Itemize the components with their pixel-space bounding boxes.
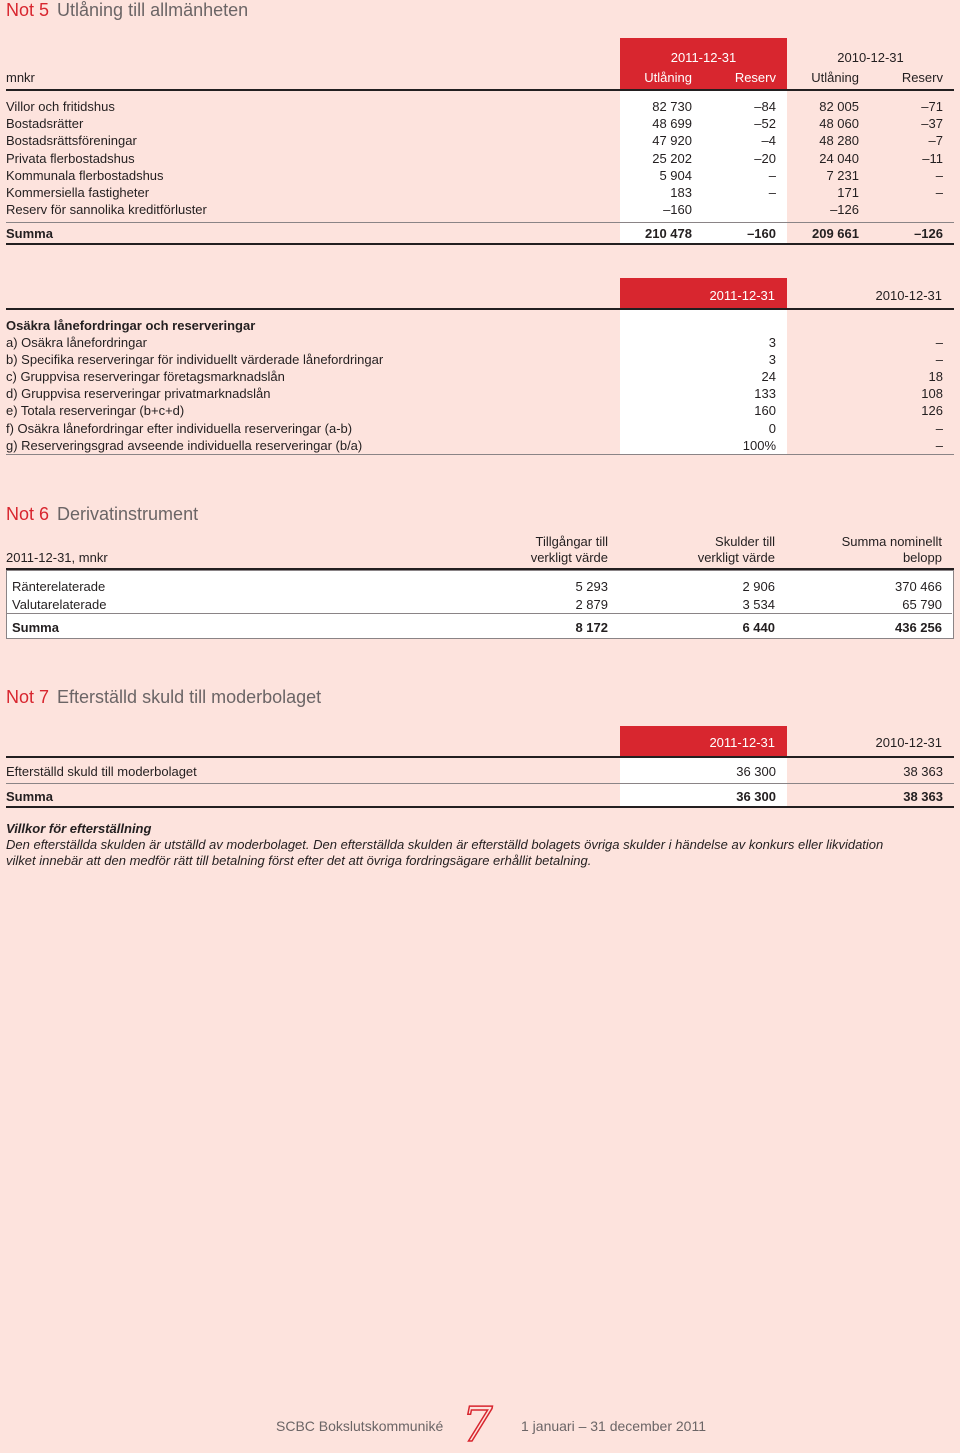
divider xyxy=(6,222,954,223)
row-label: Kommunala flerbostadshus xyxy=(6,167,164,183)
reserves-row xyxy=(6,368,954,385)
reserves-row xyxy=(6,385,954,402)
col-liabilities-line2: verkligt värde xyxy=(697,550,775,565)
note5-row xyxy=(6,115,954,132)
divider xyxy=(6,756,954,758)
reserves-row xyxy=(6,420,954,437)
sum-assets: 8 172 xyxy=(575,620,608,635)
row-label: e) Totala reserveringar (b+c+d) xyxy=(6,403,185,419)
note6-number: Not 6 xyxy=(6,504,50,524)
reserves-row xyxy=(6,437,954,454)
divider xyxy=(6,308,954,310)
reserv-2010: –37 xyxy=(921,116,943,132)
value-2011: 24 xyxy=(761,369,776,385)
utlaning-2010: 82 005 xyxy=(819,99,859,114)
note6-title xyxy=(6,504,198,525)
reserves-row xyxy=(6,351,954,368)
value-2010: 38 363 xyxy=(903,764,943,779)
note5-date-2010: 2010-12-31 xyxy=(837,50,904,65)
nominal: 370 466 xyxy=(895,579,942,594)
sum-reserv-2010: –126 xyxy=(914,226,943,241)
note7-heading: Efterställd skuld till moderbolaget xyxy=(57,687,322,707)
utlaning-2011: 48 699 xyxy=(652,116,692,132)
utlaning-2011: 183 xyxy=(670,185,692,200)
row-label: Villor och fritidshus xyxy=(6,99,115,114)
reserv-2011: – xyxy=(768,185,776,200)
value-2010: – xyxy=(935,335,943,350)
reserves-date-2011: 2011-12-31 xyxy=(709,288,775,303)
note7-row xyxy=(6,763,954,780)
sum-nominal: 436 256 xyxy=(895,620,942,635)
reserves-heading-text: Osäkra lånefordringar och reserveringar xyxy=(6,318,256,333)
assets: 2 879 xyxy=(575,596,608,612)
divider xyxy=(6,806,954,808)
divider xyxy=(6,243,954,245)
terms-text-line2: vilket innebär att den medför rätt till betalning först efter det att övriga fordringsägare erhållit betalning. xyxy=(6,853,592,868)
utlaning-2010: 171 xyxy=(837,185,859,200)
sum-2010: 38 363 xyxy=(903,789,943,804)
row-label: Privata flerbostadshus xyxy=(6,150,135,166)
reserves-heading xyxy=(6,317,954,334)
value-2010: 126 xyxy=(921,403,943,419)
utlaning-2011: –160 xyxy=(663,202,692,218)
reserv-2010: – xyxy=(935,167,943,183)
note5-unit: mnkr xyxy=(6,70,35,85)
utlaning-2011: 82 730 xyxy=(652,99,692,114)
sum-utlaning-2011: 210 478 xyxy=(645,226,692,241)
utlaning-2011: 47 920 xyxy=(652,133,692,149)
utlaning-2011: 25 202 xyxy=(652,150,692,166)
nominal: 65 790 xyxy=(902,596,942,612)
note5-row xyxy=(6,132,954,149)
value-2011: 3 xyxy=(768,352,776,368)
reserv-2010: – xyxy=(935,185,943,200)
note6-row xyxy=(6,578,954,595)
utlaning-2010: 7 231 xyxy=(826,167,859,183)
value-2010: – xyxy=(935,420,943,436)
note5-row xyxy=(6,201,954,218)
row-label: Bostadsrätter xyxy=(6,116,84,132)
row-label: a) Osäkra lånefordringar xyxy=(6,335,147,350)
note6-sum-row xyxy=(6,619,954,636)
col-nominal-line1: Summa nominellt xyxy=(841,534,942,549)
value-2010: 18 xyxy=(928,369,943,385)
value-2010: – xyxy=(935,437,943,453)
sum-liabilities: 6 440 xyxy=(742,620,775,635)
sum-label: Summa xyxy=(12,620,59,635)
assets: 5 293 xyxy=(575,579,608,594)
terms-text-line1: Den efterställda skulden är utställd av moderbolaget. Den efterställda skulden är efterställd bolagets övriga skulder i händelse av konkurs eller likvidation xyxy=(6,837,884,852)
row-label: f) Osäkra lånefordringar efter individuella reserveringar (a-b) xyxy=(6,420,353,436)
note5-number: Not 5 xyxy=(6,0,50,20)
value-2011: 0 xyxy=(768,420,776,436)
col-assets-line1: Tillgångar till xyxy=(535,534,608,549)
note7-date-2010: 2010-12-31 xyxy=(875,735,942,750)
note6-unit: 2011-12-31, mnkr xyxy=(6,550,108,565)
sum-label: Summa xyxy=(6,789,53,804)
row-label: b) Specifika reserveringar för individuellt värderade lånefordringar xyxy=(6,352,384,368)
col-reserv-2010: Reserv xyxy=(901,70,943,85)
note5-row xyxy=(6,150,954,167)
note5-row xyxy=(6,184,954,201)
reserv-2011: –52 xyxy=(754,116,776,132)
col-reserv-2011: Reserv xyxy=(734,70,776,85)
value-2010: 108 xyxy=(921,386,943,402)
row-label: Efterställd skuld till moderbolaget xyxy=(6,764,197,779)
note6-heading: Derivatinstrument xyxy=(57,504,199,524)
page-number: 7 xyxy=(462,1397,493,1453)
row-label: d) Gruppvisa reserveringar privatmarknadslån xyxy=(6,386,271,402)
note7-date-2011: 2011-12-31 xyxy=(709,735,775,750)
value-2010: – xyxy=(935,352,943,368)
sum-label: Summa xyxy=(6,226,53,241)
reserv-2011: –84 xyxy=(754,99,776,114)
note5-date-2011: 2011-12-31 xyxy=(670,50,737,65)
reserves-date-2010: 2010-12-31 xyxy=(875,288,942,303)
row-label: Reserv för sannolika kreditförluster xyxy=(6,202,207,218)
value-2011: 36 300 xyxy=(736,764,776,779)
value-2011: 160 xyxy=(754,403,776,419)
utlaning-2011: 5 904 xyxy=(659,167,692,183)
value-2011: 100% xyxy=(742,437,776,453)
reserv-2010: –71 xyxy=(921,99,943,114)
note5-sum-row xyxy=(6,225,954,242)
utlaning-2010: 48 060 xyxy=(819,116,859,132)
reserv-2010: –7 xyxy=(928,133,943,149)
divider xyxy=(6,783,954,784)
reserv-2011: – xyxy=(768,167,776,183)
note5-heading: Utlåning till allmänheten xyxy=(57,0,249,20)
value-2011: 3 xyxy=(768,335,776,350)
reserv-2010: –11 xyxy=(922,150,943,166)
footer-publication: SCBC Bokslutskommuniké xyxy=(276,1418,444,1434)
divider xyxy=(7,613,952,614)
liabilities: 2 906 xyxy=(742,579,775,594)
note5-row xyxy=(6,98,954,115)
note5-header-row xyxy=(6,69,954,86)
utlaning-2010: 48 280 xyxy=(819,133,859,149)
utlaning-2010: –126 xyxy=(830,202,859,218)
col-utlaning-2010: Utlåning xyxy=(811,70,859,85)
reserves-row xyxy=(6,402,954,419)
reserves-row xyxy=(6,334,954,351)
divider xyxy=(6,454,954,455)
utlaning-2010: 24 040 xyxy=(819,150,859,166)
liabilities: 3 534 xyxy=(742,596,775,612)
col-nominal-line2: belopp xyxy=(902,550,942,565)
sum-utlaning-2010: 209 661 xyxy=(812,226,859,241)
row-label: Bostadsrättsföreningar xyxy=(6,133,137,149)
footer-period: 1 januari – 31 december 2011 xyxy=(521,1418,706,1434)
note7-sum-row xyxy=(6,788,954,805)
row-label: Kommersiella fastigheter xyxy=(6,185,150,200)
note7-number: Not 7 xyxy=(6,687,50,707)
reserv-2011: –20 xyxy=(754,150,776,166)
sum-reserv-2011: –160 xyxy=(747,226,776,241)
divider xyxy=(6,89,954,91)
col-liabilities-line1: Skulder till xyxy=(715,534,775,549)
note7-title xyxy=(6,687,321,708)
row-label: Ränterelaterade xyxy=(12,579,106,594)
value-2011: 133 xyxy=(754,386,776,402)
col-assets-line2: verkligt värde xyxy=(530,550,608,565)
reserv-2011: –4 xyxy=(761,133,776,149)
row-label: g) Reserveringsgrad avseende individuella reserveringar (b/a) xyxy=(6,437,363,453)
row-label: Valutarelaterade xyxy=(12,596,107,612)
terms-heading: Villkor för efterställning xyxy=(6,821,152,836)
note5-row xyxy=(6,167,954,184)
row-label: c) Gruppvisa reserveringar företagsmarknadslån xyxy=(6,369,285,385)
col-utlaning-2011: Utlåning xyxy=(644,70,692,85)
sum-2011: 36 300 xyxy=(736,789,776,804)
note5-title xyxy=(6,0,248,21)
note6-row xyxy=(6,596,954,613)
